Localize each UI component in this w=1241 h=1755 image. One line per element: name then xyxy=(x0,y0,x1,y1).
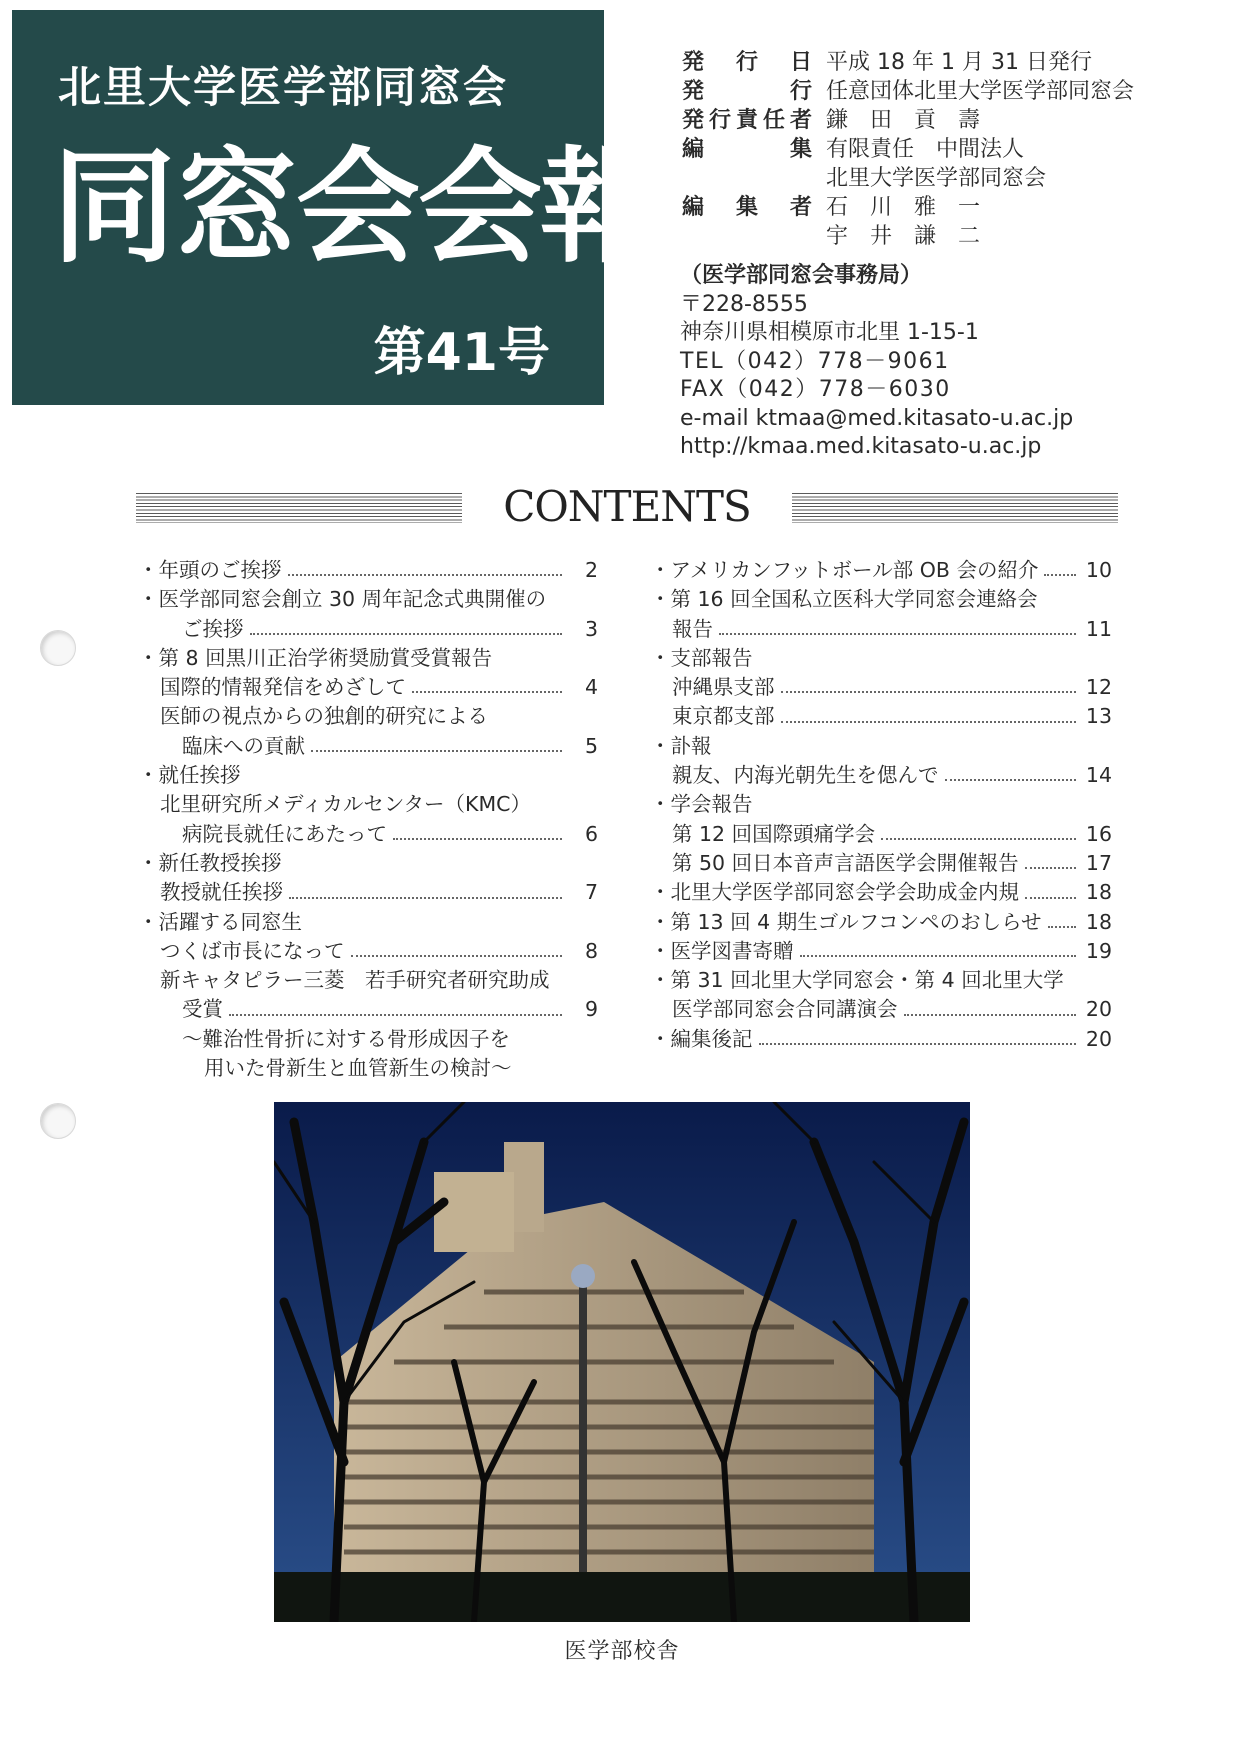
toc-page-number: 20 xyxy=(1085,1026,1112,1051)
toc-dot-leader xyxy=(1048,926,1076,928)
toc-entry-title: ・第 8 回黒川正治学術奨励賞受賞報告 xyxy=(138,645,493,670)
toc-entry xyxy=(138,615,598,644)
toc-dot-leader xyxy=(1025,897,1076,899)
toc-dot-leader xyxy=(881,838,1076,840)
binder-hole xyxy=(40,1103,76,1139)
colophon-label: 発行責任者 xyxy=(682,108,812,133)
toc-entry-title: 受賞 xyxy=(182,997,223,1022)
toc-entry-title: ・編集後記 xyxy=(650,1026,753,1051)
toc-entry xyxy=(138,702,598,731)
colophon-label: 編集 xyxy=(682,137,812,162)
toc-page-number: 17 xyxy=(1085,850,1112,875)
telephone: TEL（042）778－9061 xyxy=(680,348,950,374)
toc-page-number: 7 xyxy=(584,880,598,905)
toc-page-number: 10 xyxy=(1085,558,1112,582)
toc-entry xyxy=(650,966,1112,995)
toc-entry-title: 新キャタピラー三菱 若手研究者研究助成 xyxy=(160,968,550,993)
toc-entry-title: 臨床への貢献 xyxy=(182,733,305,758)
toc-entry xyxy=(138,673,598,702)
publication-title: 同窓会会報 xyxy=(52,136,663,280)
organization-name: 北里大学医学部同窓会 xyxy=(58,63,508,113)
toc-dot-leader xyxy=(1044,574,1075,576)
toc-dot-leader xyxy=(945,779,1076,781)
toc-entry-title: 北里研究所メディカルセンター（KMC） xyxy=(160,792,531,817)
colophon-label: 発行日 xyxy=(682,50,812,75)
toc-page-number: 5 xyxy=(584,733,598,758)
toc-page-number: 13 xyxy=(1085,704,1112,729)
toc-page-number: 4 xyxy=(584,675,598,700)
toc-page-number: 12 xyxy=(1085,675,1112,700)
toc-entry xyxy=(138,995,598,1024)
colophon-label: 発行 xyxy=(682,79,812,104)
toc-entry-title: 第 50 回日本音声言語医学会開催報告 xyxy=(672,850,1019,875)
toc-entry xyxy=(650,732,1112,761)
toc-entry-title: 沖縄県支部 xyxy=(672,675,775,700)
toc-entry-title: ～難治性骨折に対する骨形成因子を xyxy=(182,1026,510,1051)
toc-entry xyxy=(138,878,598,907)
toc-entry-title: 国際的情報発信をめざして xyxy=(160,675,406,700)
toc-entry-title: ・アメリカンフットボール部 OB 会の紹介 xyxy=(650,558,1039,582)
toc-entry xyxy=(138,644,598,673)
toc-entry-title: ・新任教授挨拶 xyxy=(138,850,282,875)
toc-entry xyxy=(650,937,1112,966)
website-url: http://kmaa.med.kitasato-u.ac.jp xyxy=(680,434,1042,459)
toc-page-number: 16 xyxy=(1085,821,1112,846)
toc-entry xyxy=(650,585,1112,614)
toc-entry xyxy=(650,849,1112,878)
toc-entry xyxy=(650,702,1112,731)
toc-dot-leader xyxy=(1025,867,1076,869)
colophon-row xyxy=(682,222,1134,251)
toc-entry-title: 医学部同窓会合同講演会 xyxy=(672,997,898,1022)
toc-page-number: 6 xyxy=(584,821,598,846)
address: 神奈川県相模原市北里 1-15-1 xyxy=(680,320,979,345)
toc-entry-title: ・北里大学医学部同窓会学会助成金内規 xyxy=(650,880,1019,905)
toc-page-number: 11 xyxy=(1085,616,1112,641)
toc-entry-title: ・支部報告 xyxy=(650,645,753,670)
toc-dot-leader xyxy=(311,750,562,752)
colophon-value: 有限責任 中間法人 xyxy=(826,137,1025,162)
toc-page-number: 3 xyxy=(584,616,598,641)
toc-entry xyxy=(138,1025,598,1054)
toc-entry xyxy=(138,790,598,819)
toc-dot-leader xyxy=(288,574,563,576)
toc-page-number: 18 xyxy=(1085,880,1112,905)
toc-page-number: 2 xyxy=(584,558,598,582)
toc-dot-leader xyxy=(759,1043,1076,1045)
toc-entry xyxy=(138,556,598,585)
toc-entry xyxy=(650,556,1112,585)
toc-entry xyxy=(650,761,1112,790)
toc-entry-title: ・医学部同窓会創立 30 周年記念式典開催の xyxy=(138,587,547,612)
contents-heading: CONTENTS xyxy=(503,482,751,531)
office-title: （医学部同窓会事務局） xyxy=(680,263,923,288)
toc-entry-title: 病院長就任にあたって xyxy=(182,821,387,846)
colophon-row xyxy=(682,164,1134,193)
toc-entry-title: ・活躍する同窓生 xyxy=(138,909,302,934)
colophon xyxy=(682,48,1134,251)
toc-page-number: 18 xyxy=(1085,909,1112,934)
colophon-value: 石 川 雅 一 xyxy=(826,195,981,220)
toc-entry xyxy=(138,761,598,790)
colophon-row xyxy=(682,106,1134,135)
toc-entry-title: 用いた骨新生と血管新生の検討～ xyxy=(204,1056,512,1081)
colophon-row xyxy=(682,48,1134,77)
colophon-row xyxy=(682,135,1134,164)
toc-entry-title: 報告 xyxy=(672,616,713,641)
toc-entry-title: ・訃報 xyxy=(650,733,712,758)
building-photo xyxy=(274,1102,970,1622)
toc-entry xyxy=(138,820,598,849)
toc-entry xyxy=(650,644,1112,673)
toc-entry xyxy=(138,1054,598,1083)
toc-page-number: 19 xyxy=(1085,938,1112,963)
toc-dot-leader xyxy=(781,721,1076,723)
toc-entry xyxy=(138,732,598,761)
toc-entry-title: ・医学図書寄贈 xyxy=(650,938,794,963)
building-photo-illustration xyxy=(274,1102,970,1622)
toc-entry xyxy=(650,1025,1112,1054)
toc-dot-leader xyxy=(229,1014,562,1016)
colophon-value: 宇 井 謙 二 xyxy=(826,224,981,249)
toc-entry-title: 医師の視点からの独創的研究による xyxy=(160,704,488,729)
toc-dot-leader xyxy=(719,633,1076,635)
colophon-row xyxy=(682,193,1134,222)
toc-page-number: 8 xyxy=(584,938,598,963)
toc-dot-leader xyxy=(781,691,1076,693)
colophon-label: 編集者 xyxy=(682,195,812,220)
contents-rule-left xyxy=(136,493,462,523)
toc-page-number: 14 xyxy=(1085,763,1112,788)
toc-entry xyxy=(650,673,1112,702)
postal-code: 〒228-8555 xyxy=(680,291,808,317)
toc-page-number: 9 xyxy=(584,997,598,1022)
toc-dot-leader xyxy=(250,633,563,635)
toc-entry xyxy=(138,908,598,937)
toc-entry-title: 親友、内海光朝先生を偲んで xyxy=(672,763,939,788)
colophon-value: 北里大学医学部同窓会 xyxy=(826,166,1047,191)
colophon-value: 任意団体北里大学医学部同窓会 xyxy=(826,79,1135,104)
office-contact xyxy=(680,262,1073,462)
colophon-row xyxy=(682,77,1134,106)
photo-caption: 医学部校舎 xyxy=(564,1639,680,1664)
toc-entry xyxy=(650,878,1112,907)
toc-entry xyxy=(650,790,1112,819)
title-block xyxy=(12,10,663,405)
email: e-mail ktmaa@med.kitasato-u.ac.jp xyxy=(680,405,1074,431)
toc-entry xyxy=(650,995,1112,1024)
toc-entry xyxy=(138,966,598,995)
toc-dot-leader xyxy=(412,691,562,693)
toc-entry-title: つくば市長になって xyxy=(160,938,345,963)
toc-dot-leader xyxy=(289,897,562,899)
toc-entry-title: 教授就任挨拶 xyxy=(160,880,283,905)
toc-entry-title: ご挨拶 xyxy=(182,616,244,641)
toc-entry-title: ・第 13 回 4 期生ゴルフコンペのおしらせ xyxy=(650,909,1042,934)
fax: FAX（042）778－6030 xyxy=(680,377,951,402)
toc-entry-title: ・年頭のご挨拶 xyxy=(138,558,282,582)
binder-hole xyxy=(40,630,76,666)
toc-entry xyxy=(138,585,598,614)
colophon-value: 鎌 田 貢 壽 xyxy=(826,108,981,133)
contents-rule-right xyxy=(792,493,1118,523)
toc-page-number: 20 xyxy=(1085,997,1112,1022)
toc-entry-title: ・就任挨拶 xyxy=(138,763,241,788)
toc-entry xyxy=(650,820,1112,849)
toc-entry-title: 東京都支部 xyxy=(672,704,775,729)
toc-entry-title: 第 12 回国際頭痛学会 xyxy=(672,821,876,846)
toc-entry-title: ・第 16 回全国私立医科大学同窓会連絡会 xyxy=(650,587,1038,612)
toc-left-column xyxy=(138,556,598,1083)
toc-entry xyxy=(650,908,1112,937)
toc-entry-title: ・第 31 回北里大学同窓会・第 4 回北里大学 xyxy=(650,968,1064,993)
toc-entry xyxy=(138,849,598,878)
toc-entry-title: ・学会報告 xyxy=(650,792,753,817)
toc-entry xyxy=(138,937,598,966)
toc-dot-leader xyxy=(393,838,562,840)
issue-number: 第41号 xyxy=(373,323,550,383)
toc-right-column xyxy=(650,556,1112,1054)
colophon-value: 平成 18 年 1 月 31 日発行 xyxy=(826,50,1092,75)
toc-entry xyxy=(650,615,1112,644)
toc-dot-leader xyxy=(800,955,1076,957)
toc-dot-leader xyxy=(904,1014,1076,1016)
toc-dot-leader xyxy=(351,955,563,957)
